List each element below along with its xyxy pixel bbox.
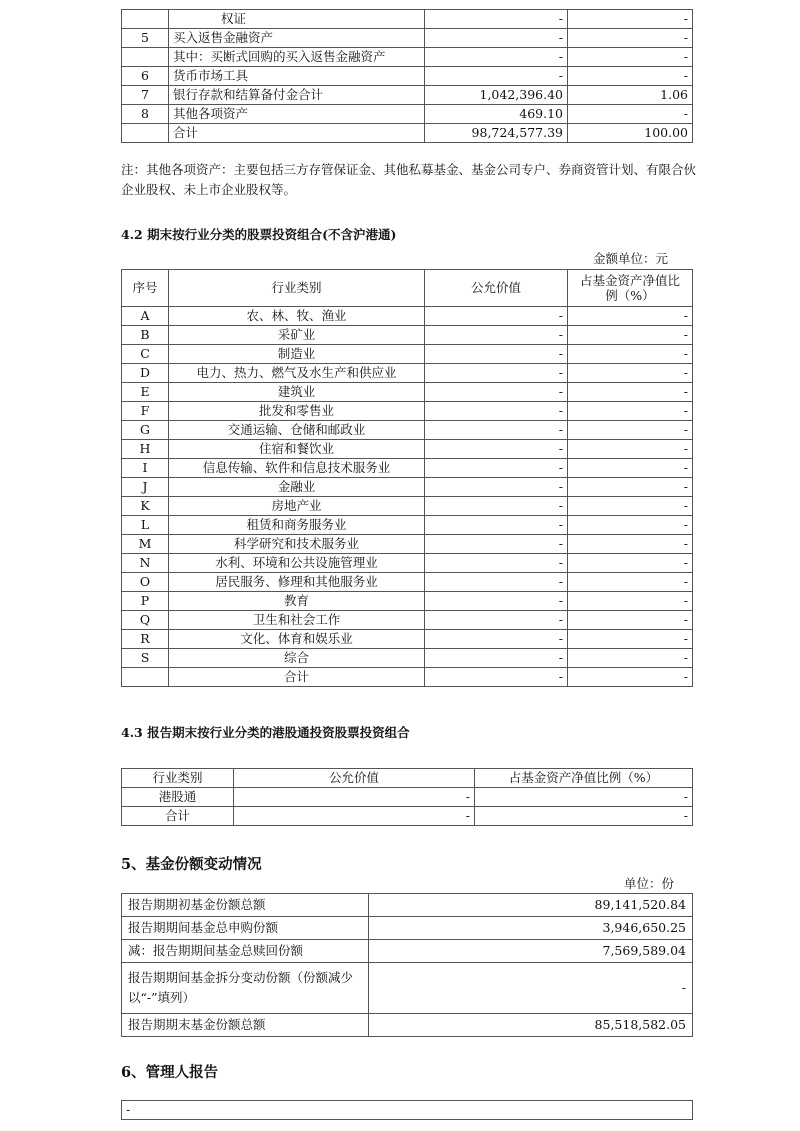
row-number: 7 [122, 86, 169, 105]
industry-pct: - [568, 668, 693, 687]
industry-value: - [425, 668, 568, 687]
table-row [122, 788, 693, 807]
asset-note: 注：其他各项资产：主要包括三方存管保证金、其他私募基金、基金公司专户、券商资管计划、有限合伙企业股权、未上市企业股权等。 [121, 162, 697, 197]
row-number [122, 48, 169, 67]
row-number: 6 [122, 67, 169, 86]
share-label: 减：报告期期间基金总赎回份额 [122, 940, 369, 963]
table-row [122, 383, 693, 402]
industry-value: - [425, 573, 568, 592]
industry-pct: - [568, 402, 693, 421]
table-row [122, 326, 693, 345]
share-change-table [121, 893, 693, 1037]
unit-label-4-2: 金额单位：元 [593, 251, 669, 266]
table-row [122, 894, 693, 917]
industry-pct: - [568, 459, 693, 478]
table-row [122, 516, 693, 535]
table-row [122, 668, 693, 687]
share-label: 报告期期间基金总申购份额 [122, 917, 369, 940]
row-pct: 1.06 [568, 86, 693, 105]
hk-pct: - [475, 807, 693, 826]
industry-code: N [122, 554, 169, 573]
industry-name: 制造业 [169, 345, 425, 364]
table-row [122, 611, 693, 630]
share-label: 报告期期末基金份额总额 [122, 1014, 369, 1037]
industry-value: - [425, 402, 568, 421]
industry-name: 综合 [169, 649, 425, 668]
header-value: 公允价值 [425, 270, 568, 307]
industry-code [122, 668, 169, 687]
table-row [122, 807, 693, 826]
table-row [122, 535, 693, 554]
industry-name: 金融业 [169, 478, 425, 497]
table-row [122, 554, 693, 573]
share-value: 85,518,582.05 [369, 1014, 693, 1037]
table-row [122, 630, 693, 649]
hk-value: - [234, 807, 475, 826]
industry-pct: - [568, 307, 693, 326]
table-row [122, 917, 693, 940]
industry-value: - [425, 611, 568, 630]
industry-name: 建筑业 [169, 383, 425, 402]
share-value: 89,141,520.84 [369, 894, 693, 917]
industry-code: Q [122, 611, 169, 630]
row-value: 469.10 [425, 105, 568, 124]
table-row [122, 48, 693, 67]
industry-pct: - [568, 497, 693, 516]
industry-value: - [425, 364, 568, 383]
row-pct: - [568, 105, 693, 124]
row-item: 货币市场工具 [169, 67, 425, 86]
row-pct: - [568, 48, 693, 67]
table-row [122, 29, 693, 48]
row-value: - [425, 67, 568, 86]
industry-pct: - [568, 364, 693, 383]
industry-value: - [425, 630, 568, 649]
table-row [122, 963, 693, 1014]
industry-value: - [425, 516, 568, 535]
row-pct: - [568, 29, 693, 48]
hk-value: - [234, 788, 475, 807]
industry-pct: - [568, 345, 693, 364]
table-row [122, 573, 693, 592]
manager-report-content: - [122, 1101, 693, 1120]
industry-code: F [122, 402, 169, 421]
industry-code: J [122, 478, 169, 497]
row-value: 1,042,396.40 [425, 86, 568, 105]
row-value: - [425, 29, 568, 48]
row-number: 5 [122, 29, 169, 48]
section-4-3-title: 4.3 报告期末按行业分类的港股通投资股票投资组合 [121, 725, 410, 740]
manager-report-table [121, 1100, 693, 1120]
industry-code: G [122, 421, 169, 440]
industry-name: 房地产业 [169, 497, 425, 516]
industry-name: 文化、体育和娱乐业 [169, 630, 425, 649]
industry-name: 采矿业 [169, 326, 425, 345]
hk-industry: 港股通 [122, 788, 234, 807]
table-row [122, 478, 693, 497]
industry-name: 批发和零售业 [169, 402, 425, 421]
table-row [122, 940, 693, 963]
header-pct: 占基金资产净值比例（%） [568, 270, 693, 307]
share-value: - [369, 963, 693, 1014]
table-row [122, 1014, 693, 1037]
industry-code: B [122, 326, 169, 345]
industry-code: K [122, 497, 169, 516]
table-row [122, 345, 693, 364]
row-value: - [425, 48, 568, 67]
hk-header-pct: 占基金资产净值比例（%） [475, 769, 693, 788]
industry-value: - [425, 592, 568, 611]
table-row [122, 67, 693, 86]
industry-value: - [425, 535, 568, 554]
row-item: 银行存款和结算备付金合计 [169, 86, 425, 105]
industry-value: - [425, 554, 568, 573]
industry-name: 卫生和社会工作 [169, 611, 425, 630]
industry-name: 电力、热力、燃气及水生产和供应业 [169, 364, 425, 383]
industry-value: - [425, 440, 568, 459]
industry-value: - [425, 345, 568, 364]
table-row [122, 124, 693, 143]
row-number: 8 [122, 105, 169, 124]
row-item: 合计 [169, 124, 425, 143]
industry-code: E [122, 383, 169, 402]
row-pct: 100.00 [568, 124, 693, 143]
industry-value: - [425, 326, 568, 345]
row-number [122, 10, 169, 29]
industry-code: M [122, 535, 169, 554]
industry-value: - [425, 383, 568, 402]
row-pct: - [568, 67, 693, 86]
industry-value: - [425, 478, 568, 497]
section-5-title: 5、基金份额变动情况 [121, 856, 262, 873]
header-industry: 行业类别 [169, 270, 425, 307]
asset-composition-table [121, 9, 693, 143]
industry-name: 科学研究和技术服务业 [169, 535, 425, 554]
table-row [122, 497, 693, 516]
industry-value: - [425, 649, 568, 668]
share-value: 7,569,589.04 [369, 940, 693, 963]
industry-pct: - [568, 573, 693, 592]
industry-pct: - [568, 516, 693, 535]
industry-pct: - [568, 649, 693, 668]
industry-name: 教育 [169, 592, 425, 611]
industry-code: D [122, 364, 169, 383]
industry-name: 水利、环境和公共设施管理业 [169, 554, 425, 573]
industry-name: 合计 [169, 668, 425, 687]
industry-pct: - [568, 592, 693, 611]
share-value: 3,946,650.25 [369, 917, 693, 940]
row-value: 98,724,577.39 [425, 124, 568, 143]
industry-code: I [122, 459, 169, 478]
industry-value: - [425, 459, 568, 478]
table-row [122, 592, 693, 611]
industry-name: 居民服务、修理和其他服务业 [169, 573, 425, 592]
industry-pct: - [568, 554, 693, 573]
industry-code: L [122, 516, 169, 535]
industry-pct: - [568, 478, 693, 497]
hk-header-value: 公允价值 [234, 769, 475, 788]
table-row [122, 10, 693, 29]
hk-industry: 合计 [122, 807, 234, 826]
hk-connect-table [121, 768, 693, 826]
row-item: 其中：买断式回购的买入返售金融资产 [169, 48, 425, 67]
industry-code: P [122, 592, 169, 611]
industry-value: - [425, 421, 568, 440]
table-row [122, 105, 693, 124]
section-4-2-title: 4.2 期末按行业分类的股票投资组合(不含沪港通) [121, 227, 397, 242]
table-row [122, 421, 693, 440]
share-label: 报告期期间基金拆分变动份额（份额减少以“-”填列） [122, 963, 369, 1014]
industry-code: A [122, 307, 169, 326]
row-item: 权证 [169, 10, 425, 29]
industry-code: S [122, 649, 169, 668]
industry-pct: - [568, 630, 693, 649]
industry-pct: - [568, 535, 693, 554]
industry-value: - [425, 497, 568, 516]
industry-table [121, 269, 693, 687]
industry-name: 住宿和餐饮业 [169, 440, 425, 459]
industry-pct: - [568, 440, 693, 459]
table-row [122, 402, 693, 421]
row-number [122, 124, 169, 143]
table-row [122, 86, 693, 105]
industry-name: 交通运输、仓储和邮政业 [169, 421, 425, 440]
share-label: 报告期期初基金份额总额 [122, 894, 369, 917]
industry-code: O [122, 573, 169, 592]
header-no: 序号 [122, 270, 169, 307]
section-6-title: 6、管理人报告 [121, 1064, 219, 1081]
industry-value: - [425, 307, 568, 326]
industry-pct: - [568, 383, 693, 402]
industry-code: C [122, 345, 169, 364]
industry-code: R [122, 630, 169, 649]
industry-name: 信息传输、软件和信息技术服务业 [169, 459, 425, 478]
table-row [122, 364, 693, 383]
industry-name: 农、林、牧、渔业 [169, 307, 425, 326]
industry-pct: - [568, 611, 693, 630]
industry-pct: - [568, 326, 693, 345]
industry-name: 租赁和商务服务业 [169, 516, 425, 535]
unit-label-5: 单位：份 [624, 876, 675, 891]
row-item: 买入返售金融资产 [169, 29, 425, 48]
industry-pct: - [568, 421, 693, 440]
table-row [122, 459, 693, 478]
industry-code: H [122, 440, 169, 459]
table-row [122, 440, 693, 459]
table-row [122, 307, 693, 326]
row-pct: - [568, 10, 693, 29]
row-value: - [425, 10, 568, 29]
table-row [122, 649, 693, 668]
row-item: 其他各项资产 [169, 105, 425, 124]
hk-header-industry: 行业类别 [122, 769, 234, 788]
hk-pct: - [475, 788, 693, 807]
